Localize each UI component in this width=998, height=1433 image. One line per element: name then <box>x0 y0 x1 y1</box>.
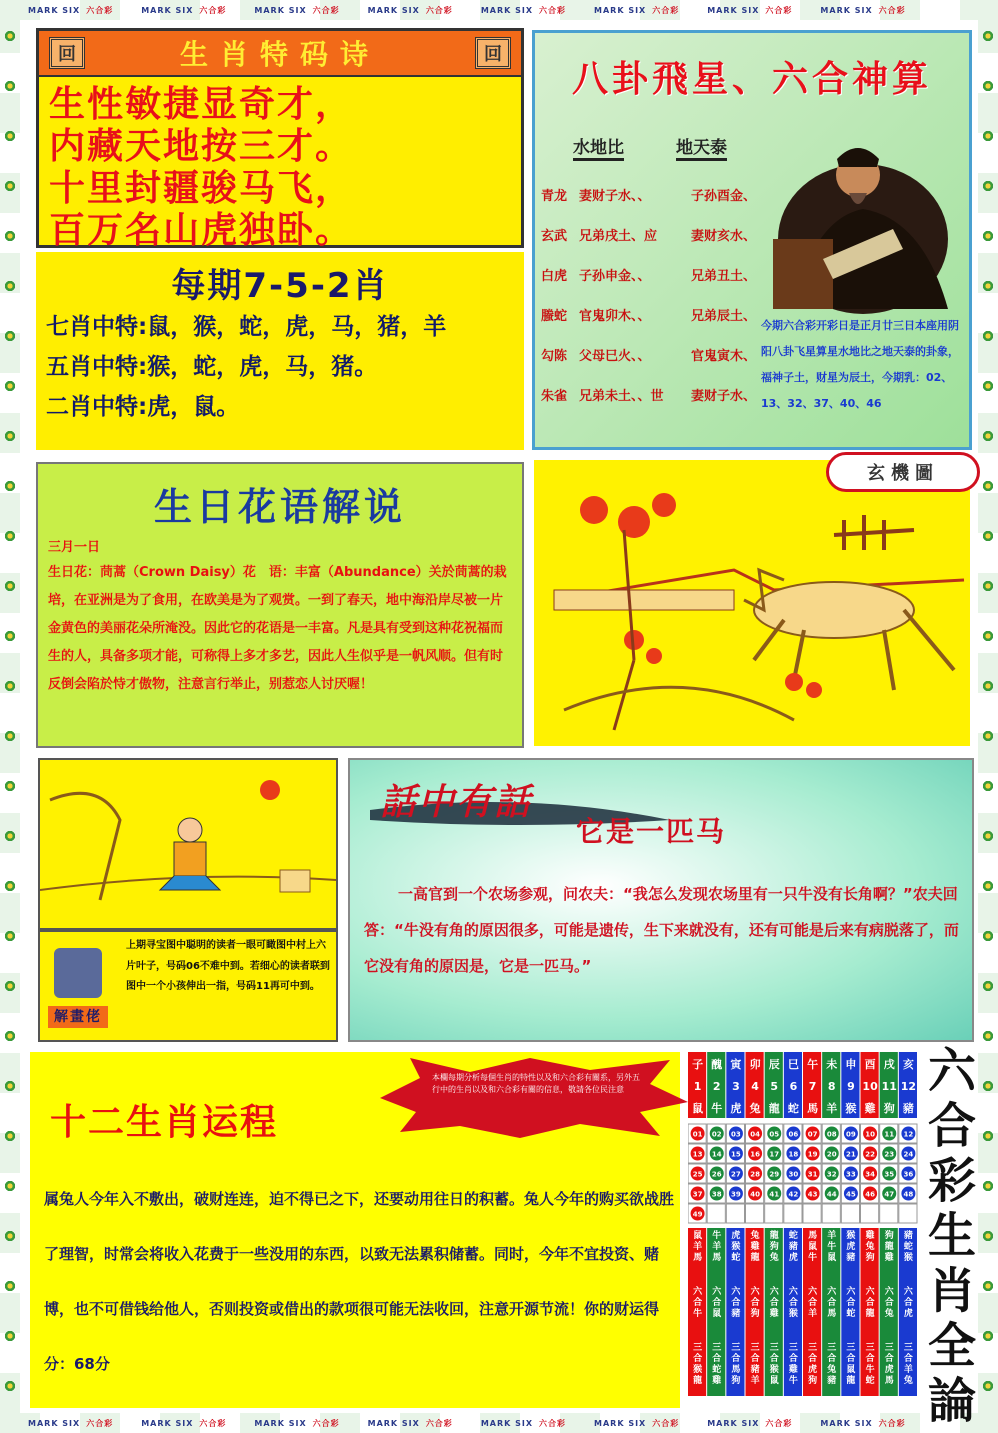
number-ball-text: 31 <box>807 1170 818 1179</box>
number-ball-text: 35 <box>884 1170 895 1179</box>
number-ball-text: 24 <box>903 1150 914 1159</box>
table-relation: 馬鼠牛 <box>808 1231 818 1263</box>
flower-icon <box>4 530 16 542</box>
gua-left: 子孙申金、、 <box>579 269 651 284</box>
gua-row <box>541 225 756 244</box>
number-ball-text: 16 <box>750 1150 760 1159</box>
gua-right: 兄弟丑土、 <box>691 269 757 284</box>
sage-portrait <box>753 119 953 315</box>
left-border <box>0 20 20 1413</box>
joke-text: 一高官到一个农场参观，问农夫：“我怎么发现农场里有一只牛没有长角啊？”农夫回答：“牛没有角的原因很多，可能是遗传，生下来就没有，还有可能是后来有病脱落了，而它没有角的原因是，它是一匹马。” <box>364 885 959 975</box>
border-brand: 六合彩 <box>199 1418 227 1428</box>
flower-icon <box>4 930 16 942</box>
bagua-panel <box>532 30 972 450</box>
poem-line: 十里封疆骏马飞， <box>49 167 354 209</box>
table-relation: 六合龍 <box>865 1287 875 1319</box>
table-relation: 雞兔狗 <box>865 1231 875 1263</box>
gua-row <box>541 345 756 364</box>
table-index: 11 <box>881 1080 897 1093</box>
table-index: 10 <box>862 1080 878 1093</box>
solver-picture <box>38 758 338 930</box>
flower-icon <box>4 1080 16 1092</box>
number-ball-text: 02 <box>711 1130 722 1139</box>
flower-icon <box>982 1180 994 1192</box>
table-relation: 三合猴鼠 <box>769 1343 779 1386</box>
border-brand: 六合彩 <box>765 1418 793 1428</box>
flower-icon <box>982 80 994 92</box>
zodiac-table-grid <box>688 1052 918 1396</box>
table-relation: 三合兔豬 <box>827 1343 837 1386</box>
table-number-cell <box>841 1204 859 1223</box>
poem-header <box>39 31 521 77</box>
table-relation: 六合猴 <box>788 1287 798 1319</box>
table-number-cell <box>880 1204 898 1223</box>
bottom-border <box>0 1413 998 1433</box>
flower-icon <box>982 130 994 142</box>
number-ball-text: 41 <box>769 1190 780 1199</box>
table-index: 2 <box>712 1080 721 1093</box>
poem-line: 内藏天地按三才。 <box>49 125 354 167</box>
number-ball-text: 20 <box>826 1150 837 1159</box>
gua-row <box>541 385 756 404</box>
flower-icon <box>982 430 994 442</box>
table-relation: 六合兔 <box>884 1287 894 1319</box>
gua-god: 朱雀 <box>541 389 568 404</box>
table-relation: 牛羊馬 <box>712 1231 722 1263</box>
flower-icon <box>982 1330 994 1342</box>
zodiac-pick-panel <box>36 252 524 450</box>
top-border <box>0 0 998 20</box>
gua-row <box>541 265 756 284</box>
gua-left: 父母巳火、、 <box>579 349 651 364</box>
number-ball-text: 14 <box>711 1150 722 1159</box>
table-number-cell <box>822 1204 840 1223</box>
table-index: 9 <box>847 1080 855 1093</box>
table-animal: 雞 <box>864 1102 876 1115</box>
number-ball-text: 47 <box>884 1190 895 1199</box>
flower-icon <box>982 480 994 492</box>
flower-icon <box>4 1280 16 1292</box>
table-branch: 亥 <box>902 1058 914 1071</box>
border-text: MARK SIX <box>367 5 420 15</box>
number-ball-text: 32 <box>826 1170 837 1179</box>
border-text: MARK SIX <box>141 1418 194 1428</box>
table-animal: 豬 <box>902 1102 914 1115</box>
table-index: 3 <box>732 1080 740 1093</box>
zodiac-pick-title: 每期7-5-2肖 <box>171 266 389 306</box>
table-relation: 三合牛蛇 <box>865 1343 875 1386</box>
flower-icon <box>982 830 994 842</box>
zodiac-table <box>688 1052 918 1396</box>
table-number-cell <box>861 1204 879 1223</box>
flower-icon <box>4 380 16 392</box>
table-relation: 三合鼠龍 <box>846 1343 856 1386</box>
flower-icon <box>982 980 994 992</box>
number-ball-text: 26 <box>711 1170 722 1179</box>
border-text: MARK SIX <box>480 1418 534 1428</box>
table-animal: 龍 <box>768 1102 780 1115</box>
flower-icon <box>982 180 994 192</box>
flower-icon <box>982 380 994 392</box>
gua-left: 兄弟未土、、世 <box>579 389 664 404</box>
table-index: 12 <box>900 1080 917 1093</box>
flower-icon <box>4 1180 16 1192</box>
number-ball-text: 17 <box>769 1150 780 1159</box>
flower-date: 三月一日 <box>48 540 101 555</box>
table-relation: 兔雞龍 <box>750 1231 760 1263</box>
xuanji-badge: 玄機圖 <box>826 452 980 492</box>
poem-panel <box>36 28 524 251</box>
flower-icon <box>982 1130 994 1142</box>
table-relation: 猴虎豬 <box>846 1231 856 1263</box>
number-ball-text: 27 <box>731 1170 741 1179</box>
table-relation: 三合猴龍 <box>693 1343 703 1386</box>
flower-icon <box>982 30 994 42</box>
table-relation: 三合虎狗 <box>808 1343 818 1386</box>
border-text: MARK SIX <box>820 5 873 15</box>
number-ball-text: 48 <box>903 1190 914 1199</box>
flower-icon <box>4 780 16 792</box>
number-ball-text: 15 <box>731 1150 741 1159</box>
flower-icon <box>982 880 994 892</box>
fortune-burst <box>380 1058 688 1138</box>
border-text: MARK SIX <box>480 5 534 15</box>
flower-icon <box>982 680 994 692</box>
bagua-title: 八卦飛星、六合神算 <box>571 58 932 100</box>
flower-icon <box>4 130 16 142</box>
table-branch: 酉 <box>864 1058 876 1071</box>
border-brand: 六合彩 <box>312 5 340 15</box>
border-text: MARK SIX <box>28 5 81 15</box>
zodiac-pick-line: 七肖中特:鼠，猴，蛇，虎，马，猪，羊 <box>46 314 447 340</box>
table-animal: 蛇 <box>787 1102 799 1115</box>
table-branch: 卯 <box>749 1058 761 1071</box>
number-ball-text: 09 <box>846 1130 856 1139</box>
table-relation: 蛇豬虎 <box>788 1231 798 1263</box>
flower-icon <box>982 930 994 942</box>
gua-god: 青龙 <box>541 189 568 204</box>
number-ball-text: 01 <box>692 1130 703 1139</box>
table-branch: 子 <box>692 1058 704 1071</box>
number-ball-text: 36 <box>903 1170 914 1179</box>
flower-icon <box>4 1230 16 1242</box>
border-brand: 六合彩 <box>312 1418 340 1428</box>
gua-right: 兄弟辰土、 <box>691 309 757 324</box>
flower-body: 生日花：茼蒿（Crown Daisy）花 语：丰富（Abundance）关於茼蒿的栽培，在亚洲是为了食用，在欧美是为了观赏。一到了春天，地中海沿岸尽被一片金黄色的美丽花朵所淹没。因此它的花语是一丰富。凡是具有受到这种花祝福而生的人，具备多项才能，可称得上多才多艺，因此人生似乎是一帆风顺。但有时反倒会陷於恃才傲物，注意言行举止，别惹恋人讨厌喔！ <box>48 565 507 692</box>
flower-icon <box>4 280 16 292</box>
gua-name: 水地比 <box>573 133 624 161</box>
table-relation: 羊牛鼠 <box>827 1231 837 1263</box>
gua-god: 玄武 <box>541 229 568 244</box>
border-brand: 六合彩 <box>539 5 567 15</box>
flower-icon <box>4 1380 16 1392</box>
gua-right: 官鬼寅木、 <box>691 349 757 364</box>
joke-heading: 話中有話 <box>380 781 533 823</box>
flower-icon <box>982 330 994 342</box>
table-branch: 午 <box>807 1058 819 1071</box>
border-brand: 六合彩 <box>652 5 680 15</box>
flower-icon <box>4 580 16 592</box>
border-brand: 六合彩 <box>878 5 906 15</box>
flower-icon <box>4 80 16 92</box>
border-text: MARK SIX <box>707 1418 760 1428</box>
table-number-cell <box>707 1204 725 1223</box>
table-animal: 猴 <box>845 1102 857 1115</box>
border-brand: 六合彩 <box>539 1418 567 1428</box>
table-relation: 六合牛 <box>693 1287 703 1319</box>
border-text: MARK SIX <box>367 1418 420 1428</box>
table-animal: 牛 <box>711 1102 723 1115</box>
number-ball-text: 46 <box>865 1190 875 1199</box>
table-relation: 六合狗 <box>750 1287 760 1319</box>
number-ball-text: 13 <box>692 1150 703 1159</box>
gua-left: 妻财子水、、 <box>579 189 651 204</box>
table-branch: 申 <box>845 1058 857 1071</box>
flower-icon <box>4 480 16 492</box>
flower-panel <box>36 462 524 748</box>
flower-icon <box>982 1230 994 1242</box>
fortune-title: 十二生肖运程 <box>50 1102 279 1143</box>
number-ball-text: 23 <box>884 1150 895 1159</box>
border-brand: 六合彩 <box>652 1418 680 1428</box>
flower-icon <box>4 630 16 642</box>
table-relation: 三合豬羊 <box>750 1343 760 1386</box>
fortune-burst-text: 本欄每期分析每個生肖的特性以及和六合彩有關系，另外五行中的生肖以及和六合彩有關的信息，敬請各位民注意 <box>432 1073 640 1094</box>
bagua-note: 今期六合彩开彩日是正月廿三日本座用阴阳八卦飞星算星水地比之地天泰的卦象，福神子土，财星为辰土，今期乳：02、13、32、37、40、46 <box>761 319 959 410</box>
table-branch: 未 <box>826 1058 838 1071</box>
number-ball-text: 11 <box>884 1130 895 1139</box>
flower-icon <box>982 1280 994 1292</box>
flower-icon <box>4 730 16 742</box>
table-number-cell <box>726 1204 744 1223</box>
flower-icon <box>4 1030 16 1042</box>
table-animal: 馬 <box>807 1102 819 1115</box>
solver-icon <box>54 948 102 998</box>
table-relation: 三合馬狗 <box>731 1343 741 1386</box>
zodiac-pick-line: 二肖中特:虎，鼠。 <box>46 394 240 420</box>
border-text: MARK SIX <box>820 1418 873 1428</box>
border-brand: 六合彩 <box>199 5 227 15</box>
zodiac-pick-line: 五肖中特:猴，蛇，虎，马，猪。 <box>46 354 378 380</box>
flower-icon <box>4 230 16 242</box>
joke-panel <box>348 758 974 1042</box>
table-animal: 羊 <box>826 1102 838 1115</box>
table-relation: 豬蛇猴 <box>903 1231 913 1263</box>
joke-subtitle: 它是一匹马 <box>576 815 727 848</box>
table-relation: 三合羊兔 <box>903 1343 913 1386</box>
number-ball-text: 18 <box>788 1150 799 1159</box>
border-text: MARK SIX <box>141 5 194 15</box>
puzzle-picture <box>534 460 970 746</box>
poem-line: 生性敏捷显奇才， <box>49 83 354 125</box>
frame-icon: 回 <box>475 37 511 69</box>
number-ball-text: 39 <box>731 1190 741 1199</box>
number-ball-text: 05 <box>769 1130 780 1139</box>
border-brand: 六合彩 <box>425 5 453 15</box>
flower-icon <box>4 1130 16 1142</box>
gua-god: 螣蛇 <box>541 309 568 324</box>
table-relation: 六合鼠 <box>712 1287 722 1319</box>
table-animal: 兔 <box>749 1102 761 1115</box>
table-relation: 龍狗兔 <box>769 1231 779 1263</box>
number-ball-text: 22 <box>865 1150 875 1159</box>
number-ball-text: 45 <box>846 1190 856 1199</box>
flower-icon <box>982 780 994 792</box>
table-relation: 虎猴蛇 <box>731 1231 741 1263</box>
gua-right: 妻财子水、 <box>691 389 757 404</box>
table-number-cell <box>746 1204 764 1223</box>
number-ball-text: 34 <box>865 1170 875 1179</box>
flower-icon <box>982 580 994 592</box>
table-index: 6 <box>789 1080 798 1093</box>
gua-right: 妻财亥水、 <box>691 229 757 244</box>
flower-icon <box>4 30 16 42</box>
flower-icon <box>982 630 994 642</box>
gua-name: 地天泰 <box>676 133 727 161</box>
flower-icon <box>4 880 16 892</box>
number-ball-text: 42 <box>788 1190 799 1199</box>
table-branch: 戌 <box>883 1058 895 1071</box>
flower-icon <box>4 830 16 842</box>
flower-icon <box>982 730 994 742</box>
border-text: MARK SIX <box>254 5 307 15</box>
number-ball-text: 43 <box>807 1190 818 1199</box>
number-ball-text: 38 <box>711 1190 722 1199</box>
border-brand: 六合彩 <box>765 5 793 15</box>
table-number-cell <box>803 1204 821 1223</box>
flower-icon <box>982 280 994 292</box>
flower-icon <box>4 330 16 342</box>
border-brand: 六合彩 <box>86 5 114 15</box>
table-number-cell <box>784 1204 802 1223</box>
leopard-illustration <box>534 460 970 746</box>
flower-icon <box>4 430 16 442</box>
number-ball-text: 19 <box>807 1150 818 1159</box>
solver-text: 上期寻宝图中聪明的读者一眼可瞰图中村上六片叶子，号码06不难中到。若细心的读者联到图中一个小孩伸出一指，号码11再可中到。 <box>126 940 330 992</box>
gua-row <box>541 185 756 204</box>
flower-icon <box>982 1030 994 1042</box>
table-relation: 三合雞牛 <box>788 1343 798 1386</box>
table-relation: 六合馬 <box>827 1287 837 1319</box>
table-branch: 巳 <box>787 1058 799 1071</box>
table-animal: 虎 <box>730 1102 742 1115</box>
table-number-cell <box>765 1204 783 1223</box>
flower-icon <box>4 680 16 692</box>
flower-icon <box>982 1080 994 1092</box>
frame-icon: 回 <box>49 37 85 69</box>
border-brand: 六合彩 <box>86 1418 114 1428</box>
number-ball-text: 04 <box>750 1130 760 1139</box>
poem-line: 百万名山虎独卧。 <box>49 209 354 251</box>
poem-title: 生肖特码诗 <box>179 38 380 71</box>
number-ball-text: 08 <box>826 1130 837 1139</box>
border-text: MARK SIX <box>254 1418 307 1428</box>
number-ball-text: 25 <box>692 1170 703 1179</box>
table-relation: 六合羊 <box>808 1287 818 1319</box>
number-ball-text: 28 <box>750 1170 760 1179</box>
table-relation: 六合雞 <box>769 1287 779 1319</box>
table-relation: 六合蛇 <box>846 1287 856 1319</box>
right-border <box>978 20 998 1413</box>
flower-icon <box>982 230 994 242</box>
flower-icon <box>4 1330 16 1342</box>
table-index: 5 <box>770 1080 779 1093</box>
table-branch: 辰 <box>768 1058 780 1071</box>
table-relation: 六合豬 <box>731 1287 741 1319</box>
table-relation: 三合虎馬 <box>884 1343 894 1386</box>
border-text: MARK SIX <box>594 5 647 15</box>
number-ball-text: 21 <box>846 1150 856 1159</box>
table-relation: 鼠羊馬 <box>693 1231 703 1263</box>
border-text: MARK SIX <box>594 1418 647 1428</box>
number-ball-text: 03 <box>731 1130 741 1139</box>
number-ball-text: 33 <box>846 1170 856 1179</box>
gua-left: 官鬼卯木、、 <box>579 309 651 324</box>
table-animal: 狗 <box>883 1102 895 1115</box>
table-index: 7 <box>808 1080 817 1093</box>
table-animal: 鼠 <box>692 1102 704 1115</box>
flower-icon <box>4 980 16 992</box>
number-ball-text: 07 <box>807 1130 818 1139</box>
number-ball-text: 44 <box>826 1190 837 1199</box>
table-relation: 六合虎 <box>903 1287 913 1319</box>
solver-panel <box>38 930 338 1042</box>
number-ball-text: 40 <box>750 1190 760 1199</box>
solver-label: 解畫佬 <box>48 1006 108 1028</box>
number-ball-text: 10 <box>865 1130 875 1139</box>
table-index: 4 <box>751 1080 759 1093</box>
table-branch: 醜 <box>711 1058 723 1071</box>
border-text: MARK SIX <box>707 5 760 15</box>
table-index: 1 <box>693 1080 702 1093</box>
flower-icon <box>982 1380 994 1392</box>
number-ball-text: 29 <box>769 1170 780 1179</box>
border-text: MARK SIX <box>28 1418 81 1428</box>
boy-illustration <box>40 760 336 928</box>
table-relation: 狗龍雞 <box>884 1231 894 1263</box>
border-brand: 六合彩 <box>425 1418 453 1428</box>
fortune-text: 属兔人今年入不敷出，破财连连，迫不得已之下，还要动用往日的积蓄。兔人今年的购买欲战胜了理智，时常会将收入花费于一些没用的东西，以致无法累积储蓄。同时，今年不宜投资、赌博，也不可借钱给他人，否则投资或借出的款项很可能无法收回，注意开源节流！你的财运得分：68分 <box>44 1190 675 1373</box>
flower-title: 生日花语解说 <box>153 484 406 529</box>
table-number-cell <box>899 1204 917 1223</box>
number-ball-text: 49 <box>692 1210 703 1219</box>
flower-icon <box>982 530 994 542</box>
border-brand: 六合彩 <box>878 1418 906 1428</box>
flower-icon <box>4 180 16 192</box>
number-ball-text: 30 <box>788 1170 799 1179</box>
table-branch: 寅 <box>730 1058 742 1071</box>
table-relation: 三合蛇雞 <box>712 1343 722 1386</box>
table-index: 8 <box>827 1080 836 1093</box>
number-ball-text: 37 <box>692 1190 703 1199</box>
gua-god: 勾陈 <box>541 349 568 364</box>
gua-right: 子孙酉金、 <box>691 189 757 204</box>
zodiac-table-title: 六合彩生肖全論 <box>927 1043 976 1429</box>
gua-left: 兄弟戌土、应 <box>579 229 658 244</box>
gua-row <box>541 305 756 324</box>
gua-god: 白虎 <box>541 269 568 284</box>
number-ball-text: 06 <box>788 1130 799 1139</box>
number-ball-text: 12 <box>903 1130 914 1139</box>
